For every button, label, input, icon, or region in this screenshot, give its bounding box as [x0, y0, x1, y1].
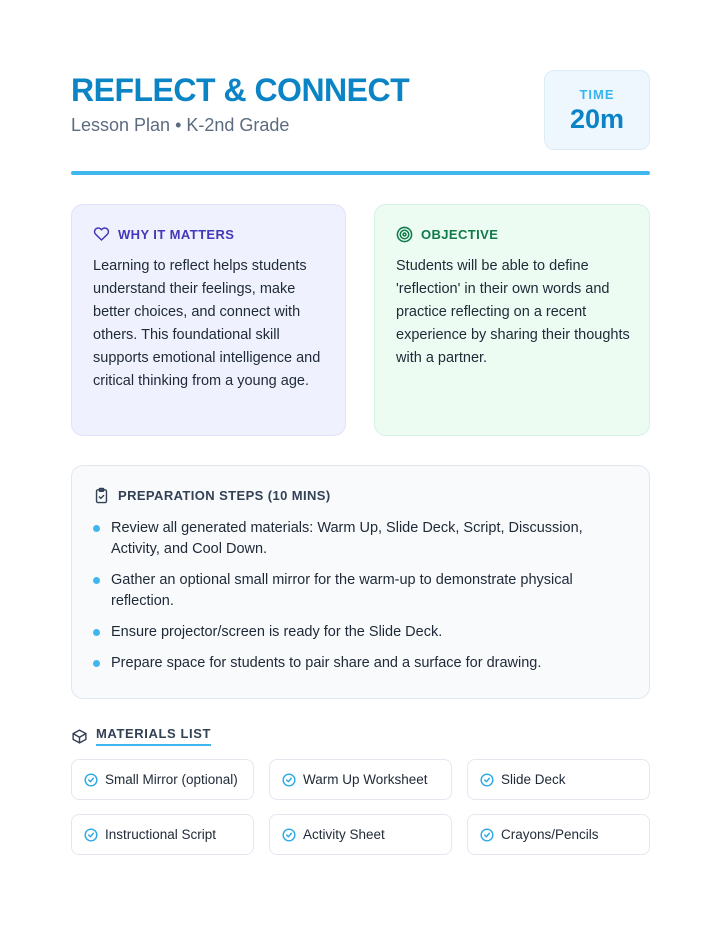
why-it-matters-text: Learning to reflect helps students understand their feelings, make better choices, and connect with others. This foundational skill supports emotional intelligence and critical thinking from a young age.: [93, 258, 321, 389]
material-item: [71, 814, 254, 855]
clipboard-check-icon: [93, 487, 110, 504]
materials-grid: [71, 759, 650, 855]
list-item: [93, 570, 629, 612]
time-badge: [544, 70, 650, 150]
why-it-matters-header: [93, 226, 234, 242]
preparation-steps-card: [71, 465, 650, 699]
material-label: Instructional Script: [105, 827, 217, 842]
material-item: [467, 759, 650, 800]
bullet-dot: [93, 577, 100, 584]
preparation-label: PREPARATION STEPS (10 MINS): [118, 488, 331, 503]
check-circle-icon: [282, 773, 296, 787]
bullet-dot: [93, 629, 100, 636]
list-item: [93, 518, 629, 560]
check-circle-icon: [84, 773, 98, 787]
objective-card: [374, 204, 650, 436]
list-item: [93, 653, 629, 674]
material-label: Warm Up Worksheet: [303, 772, 428, 787]
step-text: Ensure projector/screen is ready for the Slide Deck.: [111, 624, 443, 640]
time-value: 20m: [569, 104, 625, 134]
material-label: Activity Sheet: [303, 827, 385, 842]
material-item: [71, 759, 254, 800]
preparation-list: [93, 518, 629, 684]
bullet-dot: [93, 525, 100, 532]
materials-label: MATERIALS LIST: [96, 726, 211, 746]
heart-icon: [93, 226, 110, 242]
check-circle-icon: [480, 773, 494, 787]
objective-text: Students will be able to define 'reflection' in their own words and practice reflecting on a recent experience by sharing their thoughts with a partner.: [396, 258, 630, 366]
material-item: [269, 759, 452, 800]
header-divider: [71, 171, 650, 175]
why-it-matters-label: WHY IT MATTERS: [118, 226, 235, 242]
lesson-header: [71, 70, 650, 150]
check-circle-icon: [282, 828, 296, 842]
page-title: REFLECT & CONNECT: [71, 72, 410, 108]
check-circle-icon: [480, 828, 494, 842]
material-label: Crayons/Pencils: [501, 827, 599, 842]
page-subtitle: Lesson Plan • K-2nd Grade: [71, 115, 290, 135]
preparation-header: [93, 487, 331, 504]
objective-header: [396, 226, 498, 243]
material-label: Slide Deck: [501, 772, 566, 787]
material-item: [269, 814, 452, 855]
bullet-dot: [93, 660, 100, 667]
step-text: Gather an optional small mirror for the warm-up to demonstrate physical reflection.: [111, 572, 573, 609]
step-text: Review all generated materials: Warm Up, Slide Deck, Script, Discussion, Activity, and Cool Down.: [111, 520, 583, 557]
target-icon: [396, 226, 413, 243]
check-circle-icon: [84, 828, 98, 842]
time-label: TIME: [579, 87, 615, 102]
list-item: [93, 622, 629, 643]
material-label: Small Mirror (optional): [105, 772, 238, 787]
why-it-matters-card: [71, 204, 346, 436]
objective-label: OBJECTIVE: [421, 227, 499, 242]
step-text: Prepare space for students to pair share and a surface for drawing.: [111, 655, 542, 671]
materials-header: [71, 726, 211, 746]
material-item: [467, 814, 650, 855]
box-icon: [71, 728, 88, 745]
